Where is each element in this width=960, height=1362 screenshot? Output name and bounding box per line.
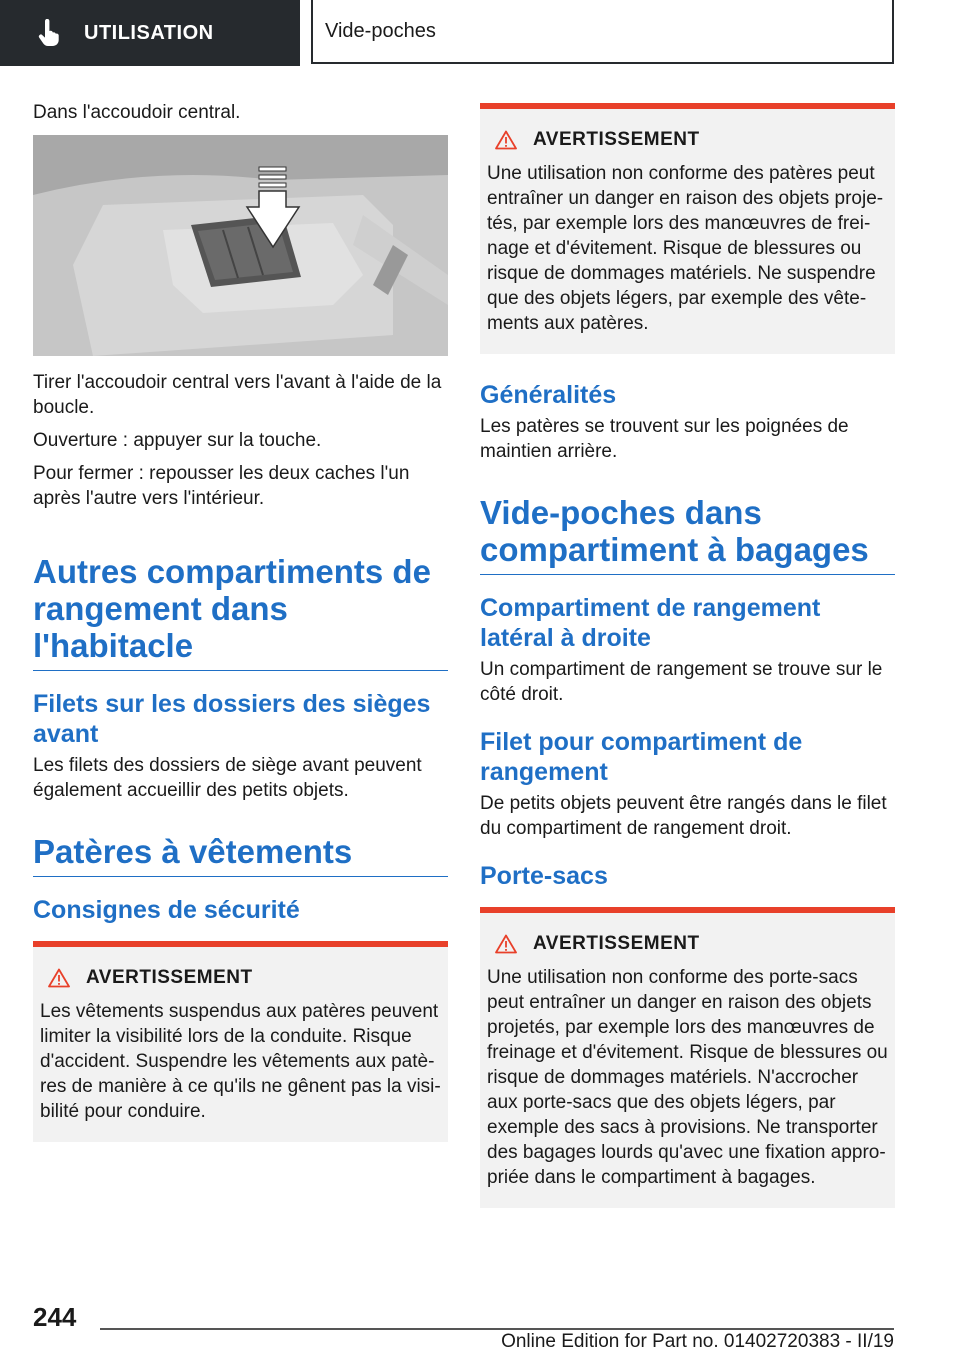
warning-text: Les vêtements suspendus aux patères peuvent limiter la visibilité lors de la conduite. Risque d'accident. Suspendre les vêtements aux patères de manière à ce qu'ils ne gênent pas la visibilité pour conduire. — [40, 1001, 441, 1122]
warning-text: Une utilisation non conforme des porte-sacs peut entraîner un danger en raison des objets projetés, par exemple lors des manœuvres de freinage et d'évitement. Risque de blessures ou risque de dommages matériels. N'accrocher aux porte-sacs que des objets légers, par exemple des sacs à provisions. Ne transporter des bagages lourds qu'avec une fixation appropriée dans le compartiment à bagages. — [487, 967, 888, 1188]
paragraph: Les patères se trouvent sur les poignées de maintien arrière. — [480, 416, 849, 462]
heading-lateral: Compartiment de rangement latéral à droite — [480, 594, 821, 652]
intro-text: Dans l'accoudoir central. — [33, 102, 241, 123]
paragraph: De petits objets peuvent être rangés dans le filet du compartiment de rangement droit. — [480, 793, 887, 839]
section-tab — [0, 0, 300, 66]
armrest-photo — [33, 135, 448, 356]
paragraph: Tirer l'accoudoir central vers l'avant à l'aide de la boucle. — [33, 372, 442, 418]
paragraph: Pour fermer : repousser les deux caches l'un après l'autre vers l'intérieur. — [33, 463, 410, 509]
paragraph: Ouverture : appuyer sur la touche. — [33, 430, 322, 451]
page-title: Vide-poches — [325, 19, 436, 42]
heading-pateres: Patères à vêtements — [33, 833, 448, 877]
heading-autres-compartiments: Autres compartiments de rangement dans l'habitacle — [33, 553, 448, 671]
warning-triangle-icon — [495, 130, 517, 150]
warning-triangle-icon — [48, 968, 70, 988]
heading-consignes: Consignes de sécurité — [33, 896, 300, 924]
warning-text: Une utilisation non conforme des patères peut entraîner un danger en raison des objets projetés, par exemple lors des manœuvres de freinage et d'évitement. Risque de blessures ou risque de dommages matériels. Ne suspendre que des objets légers, par exemple des vêtements aux patères. — [487, 163, 884, 334]
heading-filets: Filets sur les dossiers des sièges avant — [33, 690, 431, 748]
touch-hand-icon — [34, 18, 64, 48]
paragraph: Un compartiment de rangement se trouve sur le côté droit. — [480, 659, 883, 705]
heading-vide-poches: Vide-poches dans compartiment à bagages — [480, 494, 895, 575]
section-label: UTILISATION — [84, 21, 214, 44]
heading-filet: Filet pour compartiment de rangement — [480, 728, 803, 786]
warning-title: AVERTISSEMENT — [487, 933, 889, 955]
right-column — [480, 103, 895, 1208]
heading-porte-sacs: Porte-sacs — [480, 862, 608, 890]
page-header — [0, 0, 960, 66]
edition-text: Online Edition for Part no. 01402720383 - II/19 — [501, 1331, 894, 1352]
page-title-box — [311, 0, 894, 64]
warning-box — [480, 103, 895, 354]
warning-box — [480, 907, 895, 1208]
paragraph: Les filets des dossiers de siège avant peuvent également accueillir des petits objets. — [33, 755, 422, 801]
heading-generalites: Généralités — [480, 381, 617, 409]
warning-triangle-icon — [495, 934, 517, 954]
warning-title: AVERTISSEMENT — [487, 129, 889, 151]
warning-box — [33, 941, 448, 1142]
warning-title: AVERTISSEMENT — [40, 967, 442, 989]
left-column — [33, 100, 448, 1142]
footer-divider — [100, 1328, 894, 1330]
page-number: 244 — [33, 1302, 77, 1332]
